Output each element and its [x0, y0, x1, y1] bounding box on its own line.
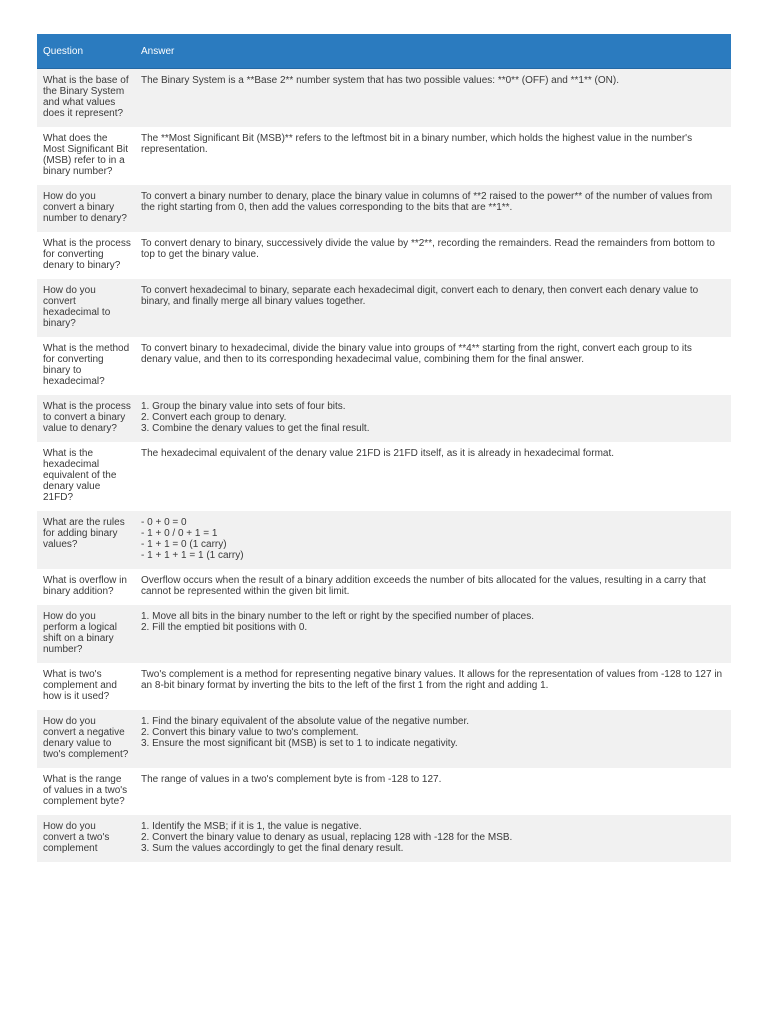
answer-cell [135, 511, 731, 569]
answer-line: To convert a binary number to denary, place the binary value in columns of **2 raised to the power** of the number of values from the right starting from 0, then add the values corresponding to the bits that are **1**. [141, 191, 713, 213]
answer-line: To convert denary to binary, successively divide the value by **2**, recording the remainders. Read the remainders from bottom to top to get the binary value. [141, 238, 715, 260]
question-cell: How do you convert a negative denary value to two's complement? [37, 710, 135, 768]
answer-cell [135, 815, 731, 862]
question-cell: What are the rules for adding binary values? [37, 511, 135, 569]
answer-line: Two's complement is a method for representing negative binary values. It allows for the representation of values from -128 to 127 in an 8-bit binary format by inverting the bits to the left of the first 1 from the right and adding 1. [141, 669, 723, 691]
question-cell: What is the process to convert a binary value to denary? [37, 395, 135, 442]
answer-cell [135, 127, 731, 185]
table-body [37, 69, 731, 863]
question-cell: How do you convert hexadecimal to binary? [37, 279, 135, 337]
table-row [37, 127, 731, 185]
answer-line: 3. Ensure the most significant bit (MSB) is set to 1 to indicate negativity. [141, 738, 458, 749]
table-row [37, 663, 731, 710]
answer-line: To convert binary to hexadecimal, divide the binary value into groups of **4** starting from the right, convert each group to its denary value, and then to its corresponding hexadecimal value, combining them for the final answer. [141, 343, 692, 365]
table-row [37, 185, 731, 232]
flashcard-table-container [37, 34, 731, 979]
answer-cell [135, 232, 731, 279]
answer-cell [135, 569, 731, 605]
answer-line: - 0 + 0 = 0 [141, 517, 187, 528]
answer-line: - 1 + 0 / 0 + 1 = 1 [141, 528, 218, 539]
question-cell: What is the base of the Binary System and what values does it represent? [37, 69, 135, 128]
answer-cell [135, 605, 731, 663]
answer-line: - 1 + 1 = 0 (1 carry) [141, 539, 227, 550]
table-header-row [37, 34, 731, 69]
answer-cell [135, 768, 731, 815]
answer-line: - 1 + 1 + 1 = 1 (1 carry) [141, 550, 244, 561]
answer-cell [135, 69, 731, 128]
answer-line: The hexadecimal equivalent of the denary value 21FD is 21FD itself, as it is already in hexadecimal format. [141, 448, 615, 459]
table-row [37, 395, 731, 442]
answer-line: 3. Sum the values accordingly to get the final denary result. [141, 843, 404, 854]
table-row [37, 279, 731, 337]
answer-cell [135, 710, 731, 768]
answer-line: To convert hexadecimal to binary, separate each hexadecimal digit, convert each to denary, then convert each denary value to binary, and finally merge all binary values together. [141, 285, 699, 307]
answer-line: 1. Identify the MSB; if it is 1, the value is negative. [141, 821, 362, 832]
question-cell: What is the method for converting binary to hexadecimal? [37, 337, 135, 395]
answer-cell [135, 663, 731, 710]
answer-line: The range of values in a two's complement byte is from -128 to 127. [141, 774, 442, 785]
answer-cell [135, 337, 731, 395]
question-cell: What is the hexadecimal equivalent of the denary value 21FD? [37, 442, 135, 511]
table-row [37, 442, 731, 511]
question-cell: What is overflow in binary addition? [37, 569, 135, 605]
table-row [37, 768, 731, 815]
answer-cell [135, 442, 731, 511]
answer-line: Overflow occurs when the result of a binary addition exceeds the number of bits allocated for the values, resulting in a carry that cannot be represented within the given bit limit. [141, 575, 706, 597]
table-row [37, 337, 731, 395]
header-answer: Answer [135, 34, 731, 69]
header-question: Question [37, 34, 135, 69]
flashcard-table [37, 34, 731, 862]
question-cell: How do you convert a binary number to denary? [37, 185, 135, 232]
question-cell: How do you convert a two's complement [37, 815, 135, 862]
answer-cell [135, 185, 731, 232]
table-row [37, 232, 731, 279]
answer-cell [135, 395, 731, 442]
table-row [37, 605, 731, 663]
answer-line: 2. Convert the binary value to denary as usual, replacing 128 with -128 for the MSB. [141, 832, 513, 843]
table-row [37, 569, 731, 605]
table-row [37, 511, 731, 569]
answer-cell [135, 279, 731, 337]
answer-line: The Binary System is a **Base 2** number system that has two possible values: **0** (OFF) and **1** (ON). [141, 75, 619, 86]
table-row [37, 815, 731, 862]
table-row [37, 710, 731, 768]
answer-line: 2. Convert this binary value to two's complement. [141, 727, 359, 738]
answer-line: 2. Fill the emptied bit positions with 0. [141, 622, 308, 633]
answer-line: 3. Combine the denary values to get the final result. [141, 423, 370, 434]
question-cell: What does the Most Significant Bit (MSB) refer to in a binary number? [37, 127, 135, 185]
question-cell: What is the process for converting denary to binary? [37, 232, 135, 279]
answer-line: 2. Convert each group to denary. [141, 412, 287, 423]
question-cell: How do you perform a logical shift on a binary number? [37, 605, 135, 663]
question-cell: What is the range of values in a two's complement byte? [37, 768, 135, 815]
answer-line: 1. Find the binary equivalent of the absolute value of the negative number. [141, 716, 469, 727]
table-row [37, 69, 731, 128]
answer-line: 1. Move all bits in the binary number to the left or right by the specified number of places. [141, 611, 534, 622]
answer-line: 1. Group the binary value into sets of four bits. [141, 401, 346, 412]
answer-line: The **Most Significant Bit (MSB)** refers to the leftmost bit in a binary number, which holds the highest value in the number's representation. [141, 133, 693, 155]
question-cell: What is two's complement and how is it used? [37, 663, 135, 710]
